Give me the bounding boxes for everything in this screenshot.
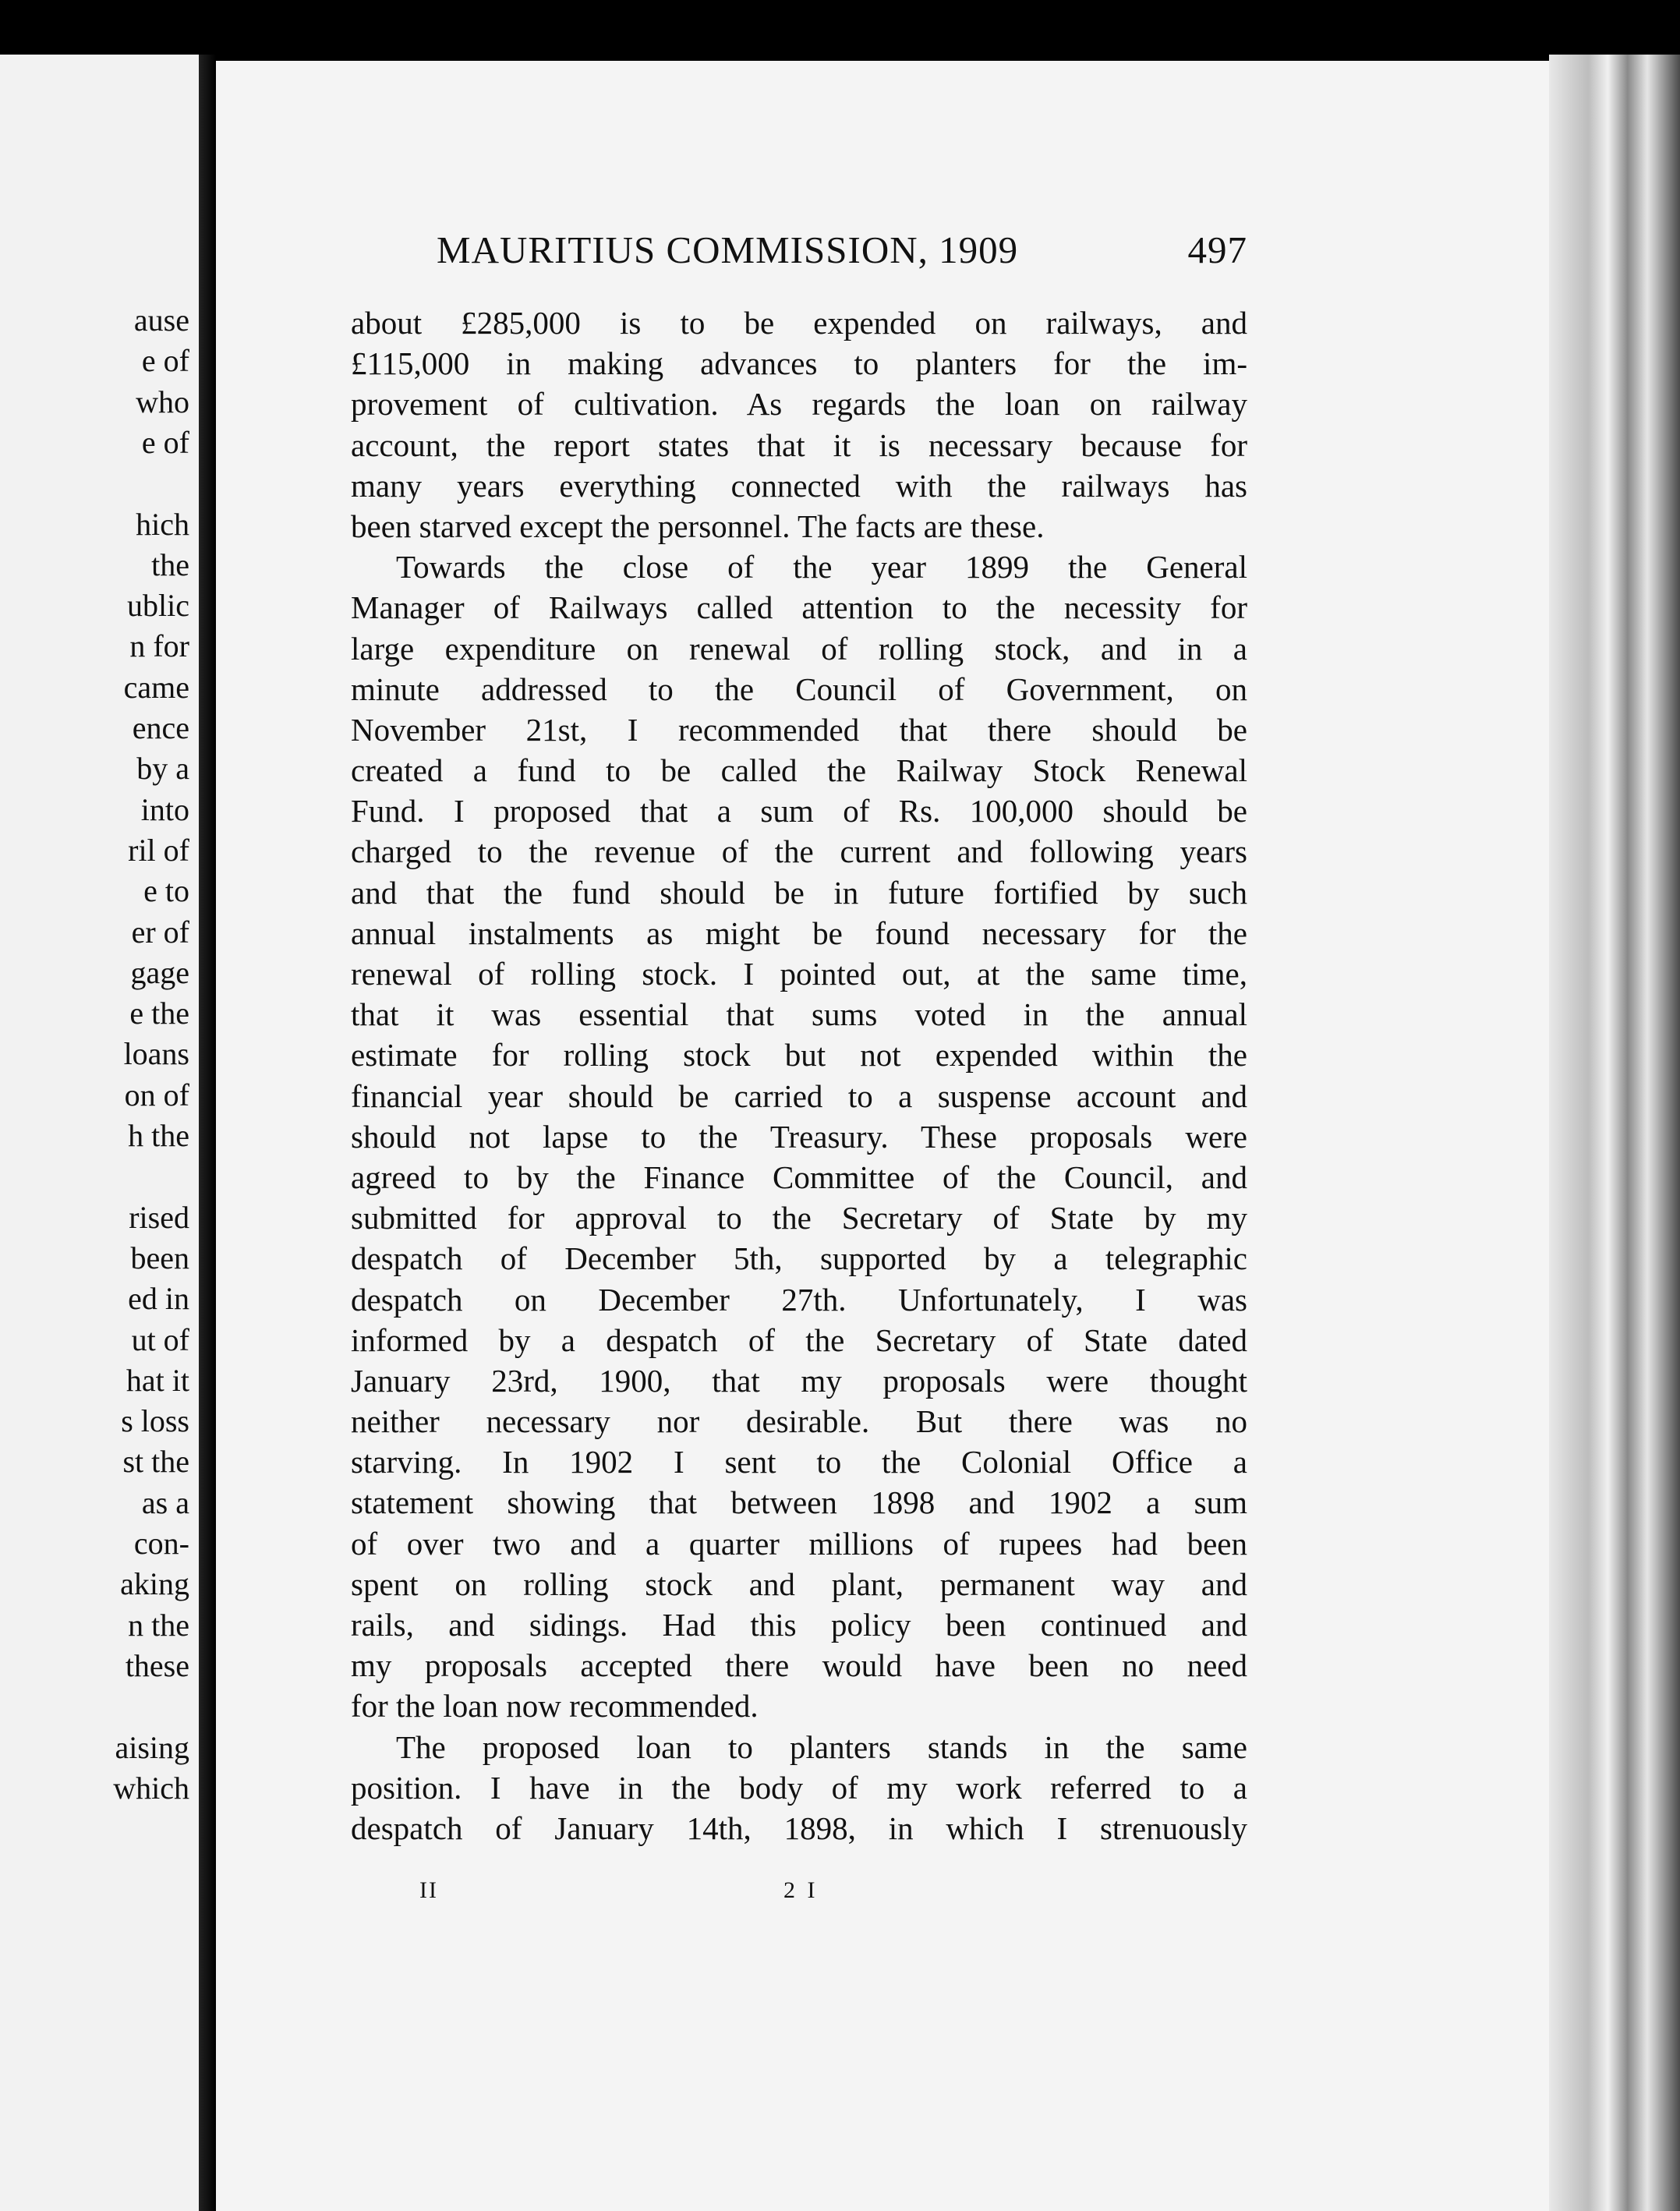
printer-signature: 2 I xyxy=(783,1877,819,1903)
text-line: The proposed loan to planters stands in the same xyxy=(396,1728,1247,1765)
left-page-line-fragment: e the xyxy=(129,996,189,1031)
text-line: spent on rolling stock and plant, permanent way and xyxy=(351,1565,1247,1602)
text-line: account, the report states that it is necessary because for xyxy=(351,426,1247,463)
left-page-line-fragment: n for xyxy=(129,628,189,664)
book-gutter xyxy=(199,55,216,2211)
left-page-line-fragment: ut of xyxy=(131,1321,189,1357)
left-page-line-fragment: e to xyxy=(143,873,189,909)
left-page-line-fragment: into xyxy=(140,791,189,827)
text-line: and that the fund should be in future fortified by such xyxy=(351,874,1247,911)
left-page-line-fragment: ed in xyxy=(128,1281,189,1317)
left-page-line-fragment: s loss xyxy=(121,1403,189,1439)
left-page-line-fragment: these xyxy=(125,1647,189,1683)
left-page-line-fragment: been xyxy=(130,1240,189,1275)
text-line: January 23rd, 1900, that my proposals were thought xyxy=(351,1362,1247,1399)
left-page-line-fragment: ublic xyxy=(127,588,189,624)
text-line: renewal of rolling stock. I pointed out, at the same time, xyxy=(351,956,1247,992)
left-page-line-fragment: loans xyxy=(123,1036,189,1072)
text-line: statement showing that between 1898 and 1902 a sum xyxy=(351,1484,1247,1521)
left-page-line-fragment: gage xyxy=(130,954,189,990)
text-line: rails, and sidings. Had this policy been continued and xyxy=(351,1607,1247,1643)
left-page-line-fragment: e of xyxy=(141,424,189,460)
text-line: financial year should be carried to a suspense account and xyxy=(351,1077,1247,1114)
left-page-line-fragment: aising xyxy=(115,1729,189,1765)
left-page-line-fragment: n the xyxy=(128,1607,189,1643)
text-line: about £285,000 is to be expended on railways, and xyxy=(351,305,1247,341)
left-page-line-fragment: the xyxy=(151,547,189,582)
text-line: many years everything connected with the railways has xyxy=(351,467,1247,504)
text-line: provement of cultivation. As regards the loan on railway xyxy=(351,386,1247,423)
text-line: despatch of December 5th, supported by a telegraphic xyxy=(351,1240,1247,1277)
text-line: large expenditure on renewal of rolling stock, and in a xyxy=(351,630,1247,667)
left-page-line-fragment: st the xyxy=(122,1444,189,1480)
body-text xyxy=(351,302,1247,1848)
text-line: November 21st, I recommended that there should be xyxy=(351,711,1247,748)
running-title: MAURITIUS COMMISSION, 1909 xyxy=(437,228,1019,271)
left-page-line-fragment: by a xyxy=(136,751,189,787)
text-line: position. I have in the body of my work referred to a xyxy=(351,1769,1247,1806)
left-page-line-fragment: came xyxy=(123,669,189,705)
text-line: that it was essential that sums voted in the annual xyxy=(351,996,1247,1033)
text-line: created a fund to be called the Railway Stock Renewal xyxy=(351,752,1247,789)
left-page-line-fragment: on of xyxy=(124,1077,189,1113)
text-line: starving. In 1902 I sent to the Colonial Office a xyxy=(351,1444,1247,1480)
left-page-line-fragment: ence xyxy=(132,710,189,745)
text-line: £115,000 in making advances to planters for the im- xyxy=(351,345,1247,382)
text-line: should not lapse to the Treasury. These proposals were xyxy=(351,1118,1247,1155)
text-line: annual instalments as might be found necessary for the xyxy=(351,914,1247,951)
text-line: submitted for approval to the Secretary of State by my xyxy=(351,1200,1247,1236)
left-page-line-fragment: hat it xyxy=(126,1362,189,1398)
left-page-line-fragment: which xyxy=(113,1770,189,1806)
left-page-line-fragment: aking xyxy=(120,1566,189,1602)
text-line: despatch on December 27th. Unfortunately, I was xyxy=(351,1281,1247,1318)
left-page-line-fragment: er of xyxy=(131,914,189,950)
left-page-line-fragment: h the xyxy=(128,1118,189,1153)
text-line: Manager of Railways called attention to the necessity for xyxy=(351,589,1247,626)
text-line: Towards the close of the year 1899 the General xyxy=(396,549,1247,585)
previous-page-fragment xyxy=(0,55,199,2211)
text-line: informed by a despatch of the Secretary of State dated xyxy=(351,1321,1247,1358)
text-line: despatch of January 14th, 1898, in which I strenuously xyxy=(351,1809,1247,1846)
left-page-line-fragment: who xyxy=(136,384,189,419)
text-line: charged to the revenue of the current and following years xyxy=(351,833,1247,870)
page-edge-stack xyxy=(1549,55,1680,2211)
left-page-line-fragment: hich xyxy=(136,506,189,542)
text-line: of over two and a quarter millions of rupees had been xyxy=(351,1525,1247,1562)
left-page-line-fragment: e of xyxy=(141,343,189,379)
left-page-line-fragment: as a xyxy=(141,1484,189,1520)
text-line: agreed to by the Finance Committee of the Council, and xyxy=(351,1159,1247,1195)
left-page-line-fragment: rised xyxy=(129,1199,189,1235)
text-line: for the loan now recommended. xyxy=(351,1688,759,1725)
text-line: estimate for rolling stock but not expended within the xyxy=(351,1037,1247,1074)
left-page-line-fragment: ause xyxy=(133,302,189,338)
left-page-line-fragment: ril of xyxy=(128,832,189,868)
text-line: Fund. I proposed that a sum of Rs. 100,000 should be xyxy=(351,793,1247,830)
text-line: my proposals accepted there would have been no need xyxy=(351,1647,1247,1684)
text-line: minute addressed to the Council of Government, on xyxy=(351,670,1247,707)
volume-mark: II xyxy=(419,1877,438,1903)
text-line: been starved except the personnel. The facts are these. xyxy=(351,508,1045,544)
text-line: neither necessary nor desirable. But there was no xyxy=(351,1403,1247,1440)
left-page-line-fragment: con- xyxy=(133,1526,189,1561)
page-number: 497 xyxy=(1187,228,1247,271)
